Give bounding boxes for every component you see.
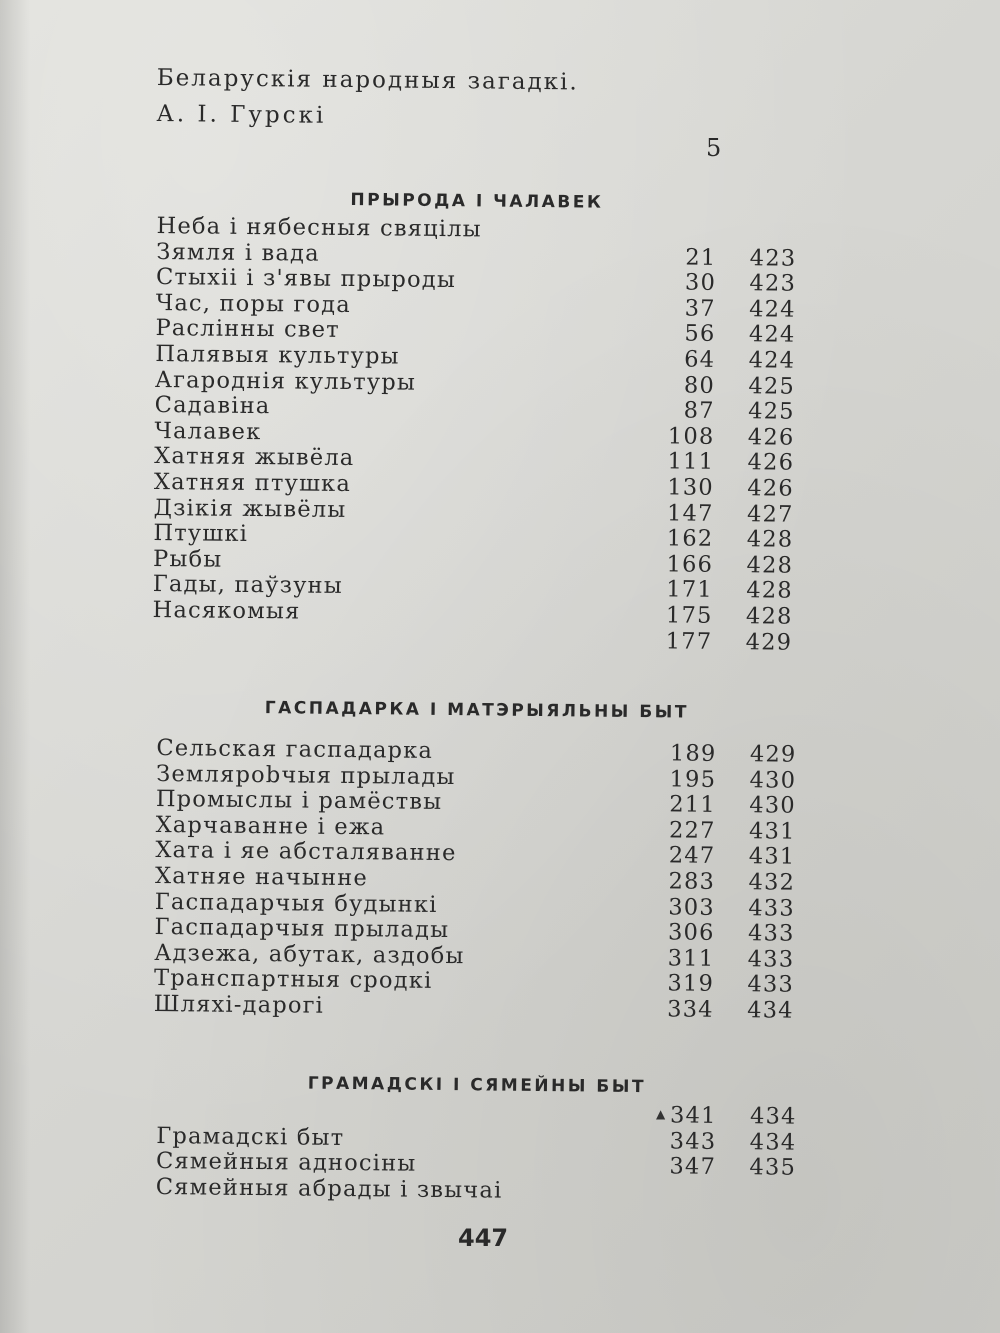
page-number: 447 (458, 1224, 509, 1252)
toc-entry-label: Дзікія жывёлы (153, 494, 347, 523)
toc-answer-page: 428 (746, 526, 794, 553)
toc-text-page: 343 (669, 1127, 717, 1155)
toc-text-page: 227 (668, 817, 716, 844)
toc-entry-label: Адзежа, абутак, аздобы (154, 939, 465, 969)
toc-answer-page: 434 (747, 997, 794, 1024)
toc-answer-page (737, 220, 797, 221)
toc-entry-label: Грамадскі быт (156, 1122, 345, 1151)
toc-text-page: 64 (684, 346, 716, 373)
toc-answer-page: 431 (748, 843, 796, 871)
toc-text-page: 311 (667, 945, 715, 972)
toc-answer-page: 427 (746, 500, 794, 528)
toc-entry-label: Харчаванне і ежа (155, 811, 386, 841)
toc-answer-page: 434 (749, 1103, 797, 1130)
toc-rows (152, 214, 797, 656)
toc-text-page: 303 (668, 893, 715, 921)
toc-answer-page: 423 (749, 270, 797, 297)
toc-answer-page: 423 (749, 244, 797, 272)
toc-text-page: 111 (667, 448, 715, 476)
toc-answer-page: 431 (748, 817, 796, 845)
toc-entry-label: Землярobчыя прылады (156, 760, 456, 790)
toc-text-page: 177 (665, 627, 713, 655)
toc-text-page: 247 (668, 842, 716, 870)
toc-text-page: 211 (669, 791, 717, 819)
toc-answer-page: 426 (747, 449, 795, 477)
toc-text-page: 108 (667, 423, 715, 450)
toc-text-page: 189 (669, 740, 717, 767)
toc-section-social (156, 1072, 797, 1207)
toc-answer-page: 426 (747, 475, 795, 502)
toc-text-page: 341 (669, 1102, 717, 1129)
toc-text-page: 175 (665, 602, 713, 629)
toc-entry-label: Стыхіі і з'явы прыроды (155, 264, 457, 294)
toc-answer-page: 435 (749, 1154, 797, 1181)
toc-answer-page: 432 (748, 869, 796, 896)
toc-entry-label: Птушкі (153, 520, 249, 548)
book-author-line: А. І. Гурскі (156, 100, 327, 129)
toc-answer-page: 429 (745, 628, 793, 656)
toc-entry-label: Агароднія культуры (154, 366, 417, 396)
toc-entry-label: Неба і нябесныя свяцілы (156, 212, 482, 243)
toc-text-page: 80 (683, 372, 716, 399)
toc-entry-label: Садавіна (154, 392, 271, 420)
toc-entry-label: Чалавек (154, 417, 262, 445)
toc-text-page: 334 (667, 996, 714, 1023)
toc-answer-page: 433 (747, 920, 795, 947)
toc-answer-page: 424 (749, 295, 796, 323)
page-edge-shadow (0, 0, 30, 1333)
toc-entry-label: Рыбы (152, 545, 223, 573)
section-title: ГАСПАДАРКА І МАТЭРЫЯЛЬНЫ БЫТ (264, 698, 690, 723)
toc-text-page (657, 219, 717, 220)
toc-answer-page: 424 (748, 347, 796, 374)
toc-entry-label: Промыслы і рамёствы (155, 786, 443, 816)
toc-answer-page (736, 1181, 796, 1182)
toc-entry-label: Хатняе начынне (154, 862, 369, 892)
toc-entry-label: Сельская гаспадарка (156, 734, 434, 764)
toc-text-page: 283 (668, 868, 716, 895)
toc-text-page: 37 (684, 295, 716, 322)
toc-entry-label: Транспартныя сродкі (153, 965, 433, 995)
toc-section-nature (152, 188, 797, 656)
toc-text-page (656, 1180, 716, 1181)
toc-answer-page: 433 (747, 971, 795, 999)
toc-entry-label: Раслінны свет (155, 315, 340, 344)
toc-entry-label: Гаспадарчыя прылады (154, 914, 450, 944)
toc-entry-label: Зямля і вада (156, 238, 320, 267)
toc-answer-page: 425 (748, 372, 796, 400)
toc-entry-label: Насякомыя (152, 596, 301, 625)
toc-entry-label: Сямейныя абрады і звычаі (155, 1173, 503, 1204)
toc-answer-page: 428 (746, 577, 793, 604)
toc-answer-page: 429 (749, 741, 797, 768)
toc-rows (156, 1098, 797, 1207)
toc-entry-label: Хатняя жывёла (154, 443, 355, 472)
toc-text-page: 21 (685, 244, 717, 271)
toc-answer-page: 428 (746, 551, 794, 579)
toc-entry-label: Палявыя культуры (155, 340, 400, 370)
toc-answer-page: 433 (747, 945, 795, 973)
toc-text-page: 306 (667, 919, 715, 947)
toc-text-page: 56 (684, 320, 716, 348)
toc-entry-label: Хата і яе абсталяванне (155, 837, 457, 867)
toc-section-economy (154, 697, 797, 1024)
book-header (156, 60, 579, 136)
toc-entry-label: Гады, паўзуны (152, 571, 344, 600)
toc-text-page: 130 (667, 474, 715, 501)
toc-text-page: 171 (666, 576, 713, 604)
section-title: ПРЫРОДА І ЧАЛАВЕК (350, 190, 604, 213)
toc-text-page: 30 (684, 269, 717, 297)
toc-text-page: 347 (669, 1153, 717, 1180)
toc-entry (152, 623, 792, 655)
caret-mark-icon: ▲ (656, 1107, 666, 1121)
toc-answer-page: 428 (745, 603, 793, 630)
toc-answer-page: 424 (748, 321, 796, 349)
toc-entry (156, 1174, 796, 1206)
book-title-line: Беларускія народныя загадкі. (156, 64, 579, 96)
toc-text-page: 87 (683, 397, 715, 425)
toc-text-page: 166 (666, 551, 714, 578)
toc-answer-page: 430 (749, 792, 797, 819)
toc-entry-label: Шляхі-дарогі (153, 990, 325, 1019)
section-title: ГРАМАДСКІ І СЯМЕЙНЫ БЫТ (307, 1073, 647, 1098)
toc-entry-label: Сямейныя адносіны (155, 1147, 417, 1177)
toc-entry (154, 992, 794, 1024)
toc-answer-page: 434 (749, 1128, 797, 1156)
toc-entry-label: Час, поры года (155, 289, 352, 318)
toc-text-page: 319 (667, 970, 715, 998)
intro-page-number: 5 (706, 134, 722, 162)
toc-answer-page: 433 (748, 894, 795, 922)
toc-rows (154, 736, 797, 1024)
toc-answer-page: 430 (749, 766, 797, 794)
toc-answer-page: 425 (748, 398, 795, 425)
toc-text-page: 195 (669, 765, 717, 793)
toc-entry-label: Гаспадарчыя будынкі (154, 888, 438, 918)
toc-answer-page: 426 (747, 423, 795, 451)
toc-text-page: 147 (666, 499, 714, 527)
toc-entry-label: Хатняя птушка (153, 468, 352, 497)
toc-text-page: 162 (666, 525, 714, 552)
